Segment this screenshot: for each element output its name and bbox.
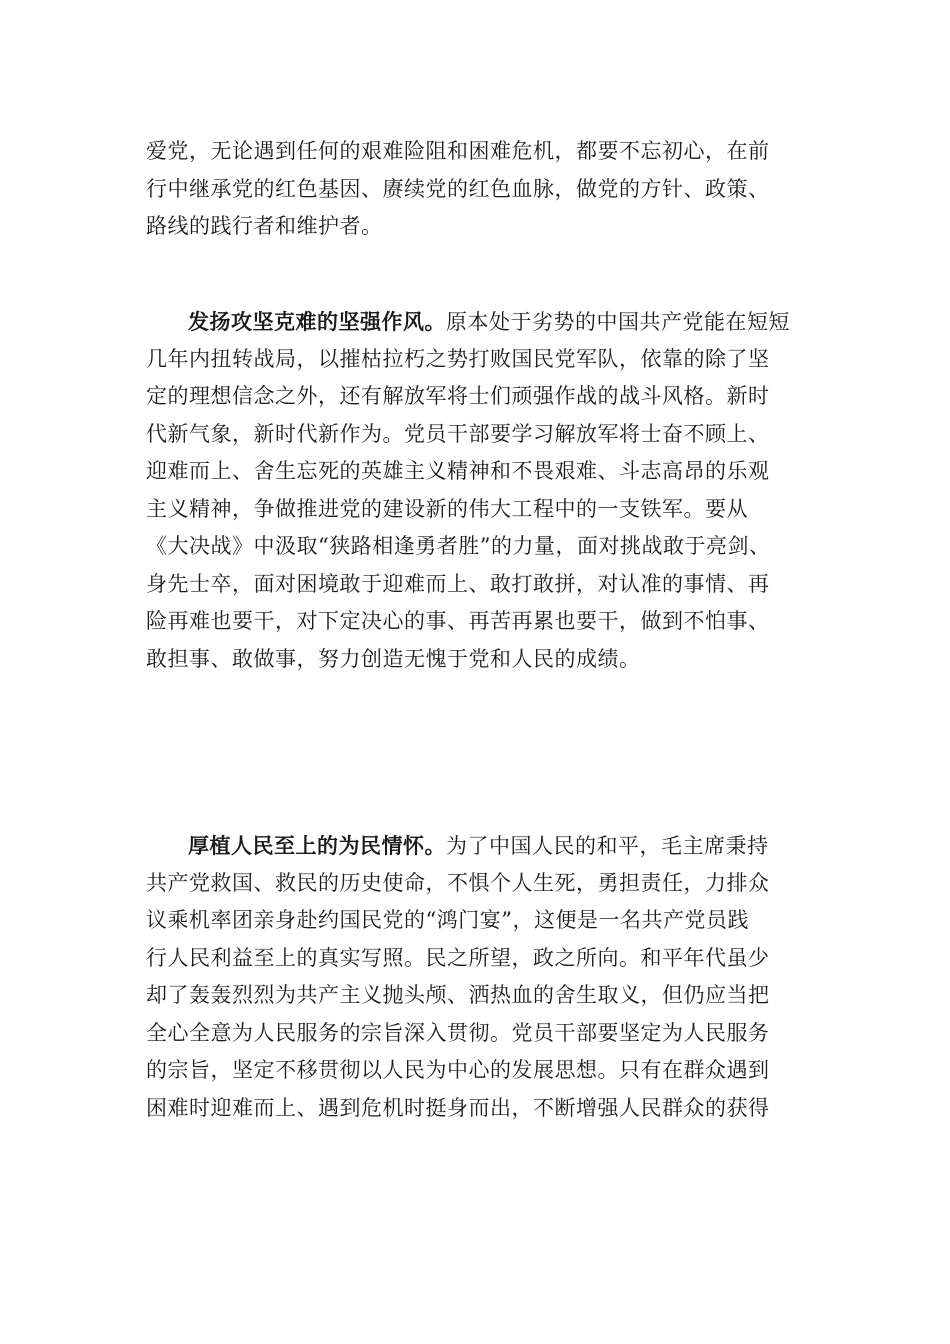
paragraph-first-line-text: 为了中国人民的和平，毛主席秉持 (446, 834, 769, 858)
paragraph-heading: 厚植人民至上的为民情怀。 (188, 833, 446, 858)
paragraph-style (146, 303, 806, 678)
paragraph-line: 敢担事、敢做事，努力创造无愧于党和人民的成绩。 (146, 646, 641, 671)
paragraph-first-line (146, 827, 806, 865)
paragraph-line: 定的理想信念之外，还有解放军将士们顽强作战的战斗风格。新时 (146, 384, 770, 408)
paragraph-line: 行中继承党的红色基因、赓续党的红色血脉，做党的方针、政策、 (146, 176, 770, 201)
paragraph-first-line (146, 303, 806, 341)
paragraph-line: 议乘机率团亲身赴约国民党的“鸿门宴”，这便是一名共产党员践 (146, 908, 749, 932)
paragraph-line: 行人民利益至上的真实写照。民之所望，政之所向。和平年代虽少 (146, 945, 770, 970)
paragraph-line: 路线的践行者和维护者。 (146, 214, 383, 238)
paragraph-line: 爱党，无论遇到任何的艰难险阻和困难危机，都要不忘初心，在前 (146, 139, 770, 163)
paragraph-continuation (146, 133, 806, 246)
paragraph-line: 困难时迎难而上、遇到危机时挺身而出，不断增强人民群众的获得 (146, 1095, 770, 1120)
paragraph-line: 几年内扭转战局，以摧枯拉朽之势打败国民党军队，依靠的除了坚 (146, 346, 770, 371)
paragraph-line: 身先士卒，面对困境敢于迎难而上、敢打敢拼，对认准的事情、再 (146, 571, 770, 596)
paragraph-first-line-text: 原本处于劣势的中国共产党能在短短 (446, 310, 790, 334)
paragraph-line: 共产党救国、救民的历史使命，不惧个人生死，勇担责任，力排众 (146, 870, 770, 895)
paragraph-line: 险再难也要干，对下定决心的事、再苦再累也要干，做到不怕事、 (146, 609, 770, 633)
paragraph-line: 的宗旨，坚定不移贯彻以人民为中心的发展思想。只有在群众遇到 (146, 1058, 770, 1082)
paragraph-heading: 发扬攻坚克难的坚强作风。 (188, 309, 446, 334)
paragraph-line: 迎难而上、舍生忘死的英雄主义精神和不畏艰难、斗志高昂的乐观 (146, 459, 770, 483)
paragraph-line: 代新气象，新时代新作为。党员干部要学习解放军将士奋不顾上、 (146, 421, 770, 446)
paragraph-line: 却了轰轰烈烈为共产主义抛头颅、洒热血的舍生取义，但仍应当把 (146, 983, 770, 1007)
paragraph-line: 全心全意为人民服务的宗旨深入贯彻。党员干部要坚定为人民服务 (146, 1020, 770, 1045)
paragraph-line: 主义精神，争做推进党的建设新的伟大工程中的一支铁军。要从 (146, 496, 748, 521)
paragraph-line: 《大决战》中汲取“狭路相逢勇者胜”的力量，面对挑战敢于亮剑、 (146, 534, 771, 558)
paragraph-people (146, 827, 806, 1127)
